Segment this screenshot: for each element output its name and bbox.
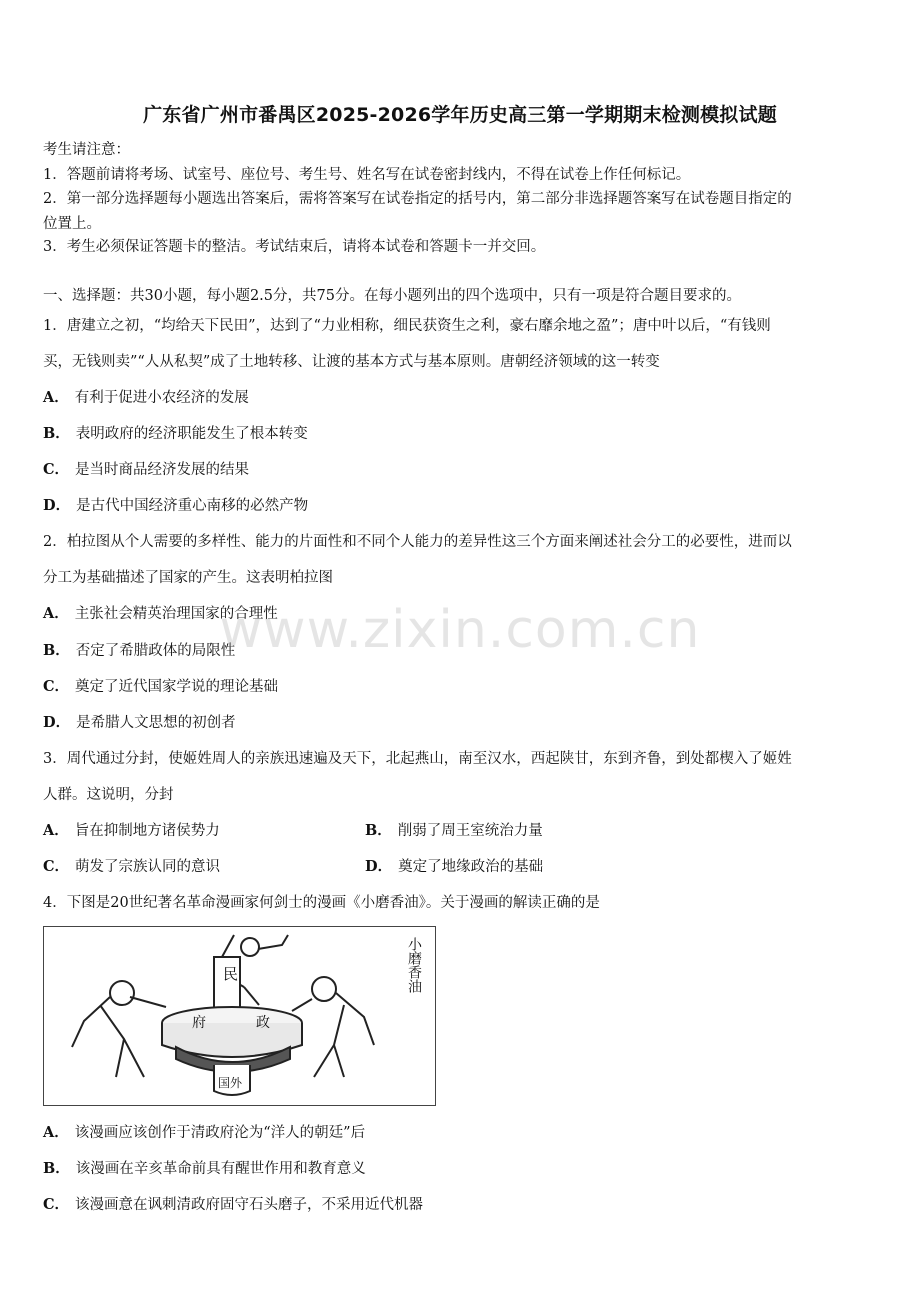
section-heading: 一、选择题：共30小题，每小题2.5分，共75分。在每小题列出的四个选项中，只有一项是符合题目要求的。 bbox=[43, 288, 741, 304]
option-label: B． bbox=[43, 642, 70, 659]
page-title: 广东省广州市番禺区2025-2026学年历史高三第一学期期末检测模拟试题 bbox=[143, 104, 777, 126]
q2-option-c[interactable] bbox=[43, 675, 278, 696]
option-text: 该漫画在辛亥革命前具有醒世作用和教育意义 bbox=[75, 1161, 366, 1177]
q3-option-d[interactable] bbox=[365, 855, 543, 876]
option-label: C． bbox=[43, 461, 70, 478]
option-text: 奠定了近代国家学说的理论基础 bbox=[75, 679, 279, 695]
question-2-stem: 2．柏拉图从个人需要的多样性、能力的片面性和不同个人能力的差异性这三个方面来阐述社会分工的必要性，进而以 bbox=[43, 534, 792, 550]
option-label: A． bbox=[43, 605, 69, 622]
option-text: 是当时商品经济发展的结果 bbox=[75, 462, 250, 478]
q1-option-c[interactable] bbox=[43, 458, 249, 479]
option-label: D． bbox=[43, 714, 71, 731]
question-3-stem: 3．周代通过分封，使姬姓周人的亲族迅速遍及天下，北起燕山，南至汉水，西起陕甘，东到齐鲁，到处都楔入了姬姓 bbox=[43, 751, 792, 767]
question-1-stem: 1．唐建立之初，“均给天下民田”，达到了“力业相称，细民获资生之利，豪右靡余地之盈”；唐中叶以后，“有钱则 bbox=[43, 318, 771, 334]
question-2-stem: 分工为基础描述了国家的产生。这表明柏拉图 bbox=[43, 570, 333, 586]
q4-option-c[interactable] bbox=[43, 1193, 423, 1214]
option-label: B． bbox=[365, 822, 392, 839]
option-label: A． bbox=[43, 822, 69, 839]
watermark: www.zixin.com.cn bbox=[219, 600, 701, 660]
option-label: D． bbox=[43, 497, 71, 514]
q4-option-b[interactable] bbox=[43, 1157, 366, 1178]
option-text: 是希腊人文思想的初创者 bbox=[76, 715, 236, 731]
option-label: A． bbox=[43, 389, 69, 406]
option-label: C． bbox=[43, 678, 70, 695]
q3-option-c[interactable] bbox=[43, 855, 220, 876]
q3-option-b[interactable] bbox=[365, 819, 543, 840]
option-text: 该漫画意在讽刺清政府固守石头磨子，不采用近代机器 bbox=[75, 1197, 424, 1213]
option-text: 主张社会精英治理国家的合理性 bbox=[74, 606, 278, 622]
question-4-stem: 4．下图是20世纪著名革命漫画家何剑士的漫画《小磨香油》。关于漫画的解读正确的是 bbox=[43, 895, 600, 911]
option-text: 否定了希腊政体的局限性 bbox=[75, 643, 236, 659]
option-text: 旨在抑制地方诸侯势力 bbox=[74, 823, 220, 839]
q4-option-a[interactable] bbox=[43, 1121, 365, 1142]
q2-option-a[interactable] bbox=[43, 602, 278, 623]
label-min: 民 bbox=[223, 965, 239, 983]
option-text: 削弱了周王室统治力量 bbox=[397, 823, 543, 839]
option-label: B． bbox=[43, 1160, 70, 1177]
q1-option-b[interactable] bbox=[43, 422, 308, 443]
option-text: 该漫画应该创作于清政府沦为“洋人的朝廷”后 bbox=[74, 1125, 366, 1141]
question-1-stem: 买，无钱则卖”“人从私契”成了土地转移、让渡的基本方式与基本原则。唐朝经济领域的这一转变 bbox=[43, 354, 660, 370]
option-label: D． bbox=[365, 858, 393, 875]
q1-option-d[interactable] bbox=[43, 494, 308, 515]
cartoon-drawing bbox=[44, 927, 435, 1105]
cartoon-image bbox=[43, 926, 436, 1106]
option-text: 萌发了宗族认同的意识 bbox=[75, 859, 221, 875]
label-guowai: 国外 bbox=[218, 1076, 243, 1090]
q2-option-d[interactable] bbox=[43, 711, 236, 732]
q3-option-a[interactable] bbox=[43, 819, 220, 840]
option-label: C． bbox=[43, 1196, 70, 1213]
notice-heading: 考生请注意： bbox=[43, 142, 130, 158]
option-text: 奠定了地缘政治的基础 bbox=[398, 859, 544, 875]
notice-item: 位置上。 bbox=[43, 216, 101, 232]
option-text: 是古代中国经济重心南移的必然产物 bbox=[76, 498, 309, 514]
option-label: C． bbox=[43, 858, 70, 875]
option-text: 有利于促进小农经济的发展 bbox=[74, 390, 249, 406]
cartoon-caption: 小磨香油 bbox=[406, 937, 422, 993]
label-fu: 府 bbox=[192, 1015, 206, 1031]
notice-item: 2．第一部分选择题每小题选出答案后，需将答案写在试卷指定的括号内，第二部分非选择题答案写在试卷题目指定的 bbox=[43, 191, 792, 207]
q2-option-b[interactable] bbox=[43, 639, 235, 660]
option-label: B． bbox=[43, 425, 70, 442]
question-3-stem: 人群。这说明，分封 bbox=[43, 787, 174, 803]
notice-item: 1．答题前请将考场、试室号、座位号、考生号、姓名写在试卷密封线内，不得在试卷上作任何标记。 bbox=[43, 167, 691, 183]
option-label: A． bbox=[43, 1124, 69, 1141]
label-zheng: 政 bbox=[256, 1015, 270, 1031]
notice-item: 3．考生必须保证答题卡的整洁。考试结束后，请将本试卷和答题卡一并交回。 bbox=[43, 239, 546, 255]
option-text: 表明政府的经济职能发生了根本转变 bbox=[75, 426, 308, 442]
q1-option-a[interactable] bbox=[43, 386, 249, 407]
